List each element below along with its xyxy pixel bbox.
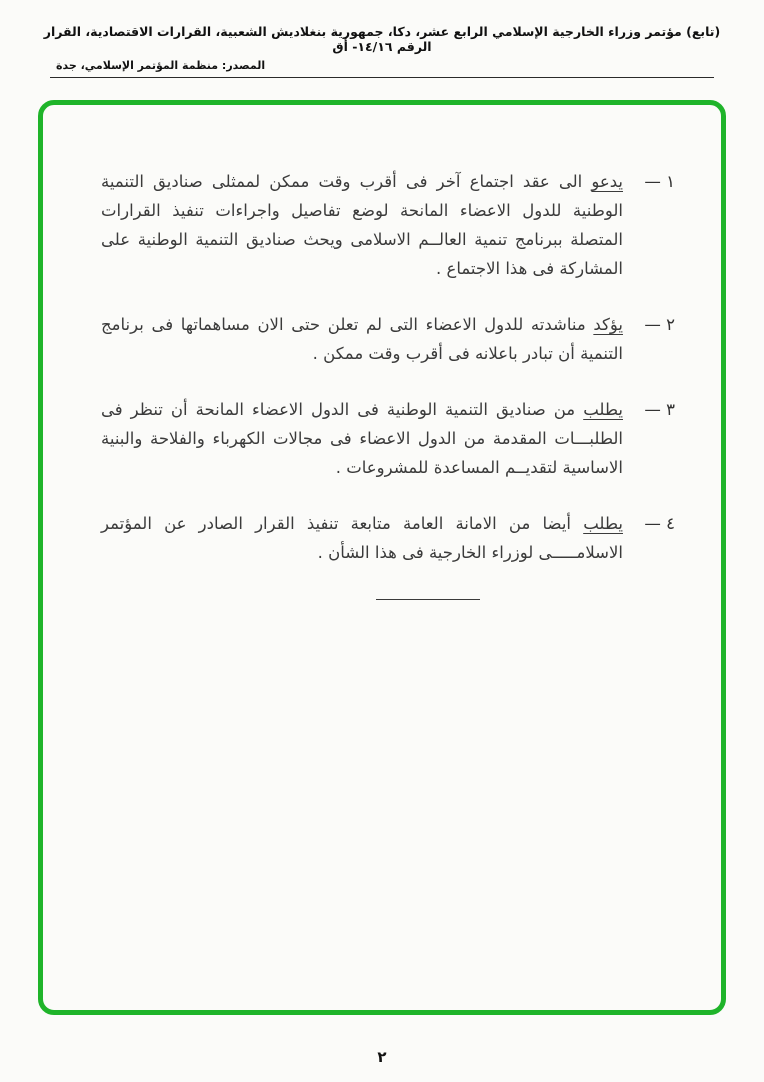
item-body-text: مناشدته للدول الاعضاء التى لم تعلن حتى الان مساهماتها فى برنامج التنمية أن تبادر باعلانه فى أقرب وقت ممكن .: [101, 315, 623, 363]
item-lead-word: يطلب: [583, 514, 623, 533]
resolution-item-2: [101, 310, 675, 368]
end-of-text-separator: [376, 599, 480, 600]
item-lead-word: يطلب: [583, 400, 623, 419]
resolution-item-3: [101, 395, 675, 482]
item-text: [101, 310, 623, 368]
source-line: المصدر: منظمة المؤتمر الإسلامي، جدة: [56, 59, 266, 72]
item-text: [101, 167, 623, 283]
item-body-text: أيضا من الامانة العامة متابعة تنفيذ القرار الصادر عن المؤتمر الاسلامـــــى لوزراء الخارجية فى هذا الشأن .: [101, 514, 623, 562]
item-body-text: من صناديق التنمية الوطنية فى الدول الاعضاء المانحة أن تنظر فى الطلبـــات المقدمة من الدول الاعضاء فى مجالات الكهرباء والفلاحة والبنية الاساسية لتقديــم المساعدة للمشروعات .: [101, 400, 623, 477]
item-number: ١ —: [644, 172, 675, 191]
resolution-body: [43, 105, 721, 600]
item-number: ٢ —: [644, 315, 675, 334]
page-header: [0, 0, 764, 78]
header-divider: [50, 77, 714, 78]
green-border-frame: [38, 100, 726, 1015]
resolution-item-1: [101, 167, 675, 283]
document-title: (تابع) مؤتمر وزراء الخارجية الإسلامي الرابع عشر، دكا، جمهورية بنغلاديش الشعبية، القرارات الاقتصادية، القرار الرقم ١٤/١٦- أق: [43, 24, 721, 54]
item-number: ٣ —: [644, 400, 675, 419]
item-number: ٤ —: [644, 514, 675, 533]
item-text: [101, 509, 623, 567]
item-body-text: الى عقد اجتماع آخر فى أقرب وقت ممكن لممثلى صناديق التنمية الوطنية للدول الاعضاء المانحة لوضع تفاصيل واجراءات تنفيذ القرارات المتصلة ببرنامج تنمية العالــم الاسلامى ويحث صناديق التنمية الوطنية على المشاركة فى هذا الاجتماع .: [101, 172, 623, 278]
page-number: ٢: [377, 1048, 387, 1066]
item-lead-word: يدعو: [591, 172, 623, 191]
item-lead-word: يؤكد: [593, 315, 623, 334]
resolution-item-4: [101, 509, 675, 567]
item-text: [101, 395, 623, 482]
